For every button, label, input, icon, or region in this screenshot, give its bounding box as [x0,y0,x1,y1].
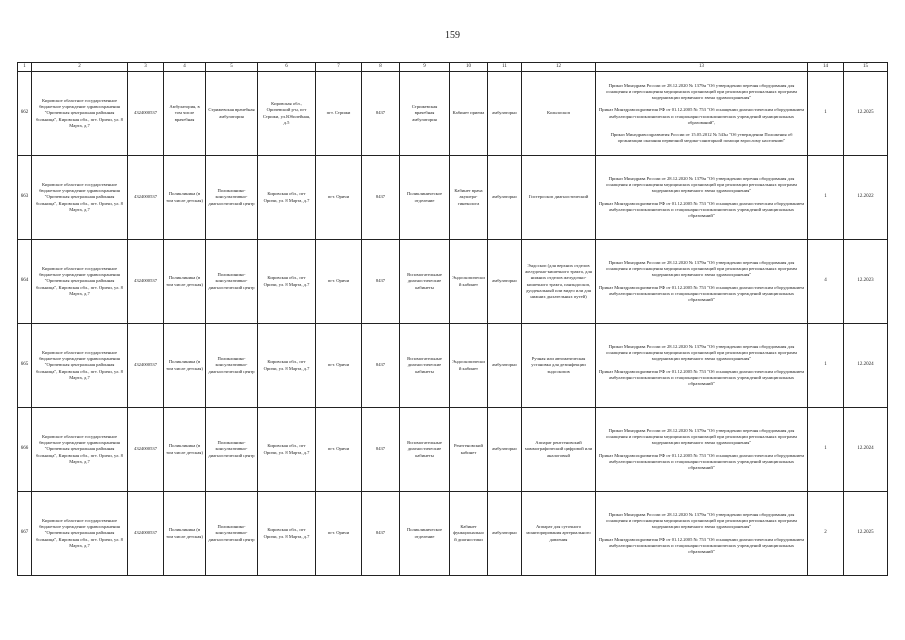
equipment-cell: Ручная или автоматическая установка для дезинфекции эндоскопов [522,324,596,408]
inn-cell: 4324000537 [128,156,164,240]
address-cell: Кировская обл., пгт Оричи, ул. 8 Марта, д.7 [258,156,316,240]
table-row [18,408,888,492]
column-header: 2 [32,63,128,72]
facility-type-cell: Поликлиника (в том числе детская) [164,156,206,240]
organization-cell: Кировское областное государственное бюджетное учреждение здравоохранения "Оричевская центральная районная больница", Кировская обл., пгт. Оричи, ул. 8 Марта, д.7 [32,72,128,156]
department-cell: Поликлиническое отделение [400,492,450,576]
inn-cell: 4324000537 [128,240,164,324]
column-header: 14 [808,63,844,72]
table-row [18,156,888,240]
table-row [18,240,888,324]
equipment-cell: Аппарат для суточного мониторирования артериального давления [522,492,596,576]
structural-unit-cell: Поликлинико-консультативно-диагностический центр [206,492,258,576]
column-header: 6 [258,63,316,72]
column-header: 10 [450,63,488,72]
legal-basis-cell: Приказ Минздрава России от 28.12.2020 № 1379н "Об утверждении перечня оборудования для оснащения и переоснащения медицинских организаций при реализации региональных программ модернизации первичного звена здравоохранения" Приказ Минздравсоцразвития РФ от 01.12.2005 № 753 "Об оснащении диагностическим оборудованием амбулаторно-поликлинических и стационарно-поликлинических учреждений муниципальных образований" [596,156,808,240]
population-cell: 8437 [362,240,400,324]
structural-unit-cell: Поликлинико-консультативно-диагностический центр [206,324,258,408]
table-body [18,72,888,576]
care-conditions-cell: амбулаторно [488,156,522,240]
legal-basis-cell: Приказ Минздрава России от 28.12.2020 № 1379н "Об утверждении перечня оборудования для оснащения и переоснащения медицинских организаций при реализации региональных программ модернизации первичного звена здравоохранения" Приказ Минздравсоцразвития РФ от 01.12.2005 № 753 "Об оснащении диагностическим оборудованием амбулаторно-поликлинических и стационарно-поликлинических учреждений муниципальных образований" [596,408,808,492]
population-cell: 8437 [362,324,400,408]
settlement-cell: пгт. Оричи [316,408,362,492]
legal-basis-cell: Приказ Минздрава России от 28.12.2020 № 1379н "Об утверждении перечня оборудования для оснащения и переоснащения медицинских организаций при реализации региональных программ модернизации первичного звена здравоохранения" Приказ Минздравсоцразвития РФ от 01.12.2005 № 753 "Об оснащении диагностическим оборудованием амбулаторно-поликлинических и стационарно-поликлинических учреждений муниципальных образований", Приказ Минздравсоцразвития России от 15.05.2012 № 543н "Об утверждении Положения об организации оказания первичной медико-санитарной помощи взрослому населению" [596,72,808,156]
facility-type-cell: Поликлиника (в том числе детская) [164,492,206,576]
deadline-cell: 12.2024 [844,324,888,408]
care-conditions-cell: амбулаторно [488,492,522,576]
legal-basis-cell: Приказ Минздрава России от 28.12.2020 № 1379н "Об утверждении перечня оборудования для оснащения и переоснащения медицинских организаций при реализации региональных программ модернизации первичного звена здравоохранения" Приказ Минздравсоцразвития РФ от 01.12.2005 № 753 "Об оснащении диагностическим оборудованием амбулаторно-поликлинических и стационарно-поликлинических учреждений муниципальных образований" [596,324,808,408]
care-conditions-cell: амбулаторно [488,324,522,408]
settlement-cell: пгт. Оричи [316,492,362,576]
care-conditions-cell: амбулаторно [488,240,522,324]
organization-cell: Кировское областное государственное бюджетное учреждение здравоохранения "Оричевская центральная районная больница", Кировская обл., пгт. Оричи, ул. 8 Марта, д.7 [32,240,128,324]
table-row [18,492,888,576]
settlement-cell: пгт. Оричи [316,240,362,324]
quantity-cell: 1 [808,324,844,408]
column-header: 11 [488,63,522,72]
structural-unit-cell: Поликлинико-консультативно-диагностический центр [206,156,258,240]
quantity-cell: 1 [808,72,844,156]
structural-unit-cell: Поликлинико-консультативно-диагностический центр [206,408,258,492]
equipment-cell: Гистероскоп диагностический [522,156,596,240]
deadline-cell: 12.2024 [844,408,888,492]
address-cell: Кировская обл., пгт Оричи, ул. 8 Марта, д.7 [258,240,316,324]
organization-cell: Кировское областное государственное бюджетное учреждение здравоохранения "Оричевская центральная районная больница", Кировская обл., пгт. Оричи, ул. 8 Марта, д.7 [32,156,128,240]
table-row [18,324,888,408]
row-number-cell: 666 [18,408,32,492]
equipment-cell: Аппарат рентгеновский маммографический цифровой или аналоговый [522,408,596,492]
header-row [18,63,888,72]
population-cell: 8437 [362,72,400,156]
facility-type-cell: Поликлиника (в том числе детская) [164,240,206,324]
page-number: 159 [445,30,460,41]
population-cell: 8437 [362,156,400,240]
address-cell: Кировская обл., Оричевский р-н, пгт Стрижи, ул.Юбилейная, д.5 [258,72,316,156]
population-cell: 8437 [362,492,400,576]
quantity-cell: 2 [808,492,844,576]
department-cell: Вспомогательные диагностические кабинеты [400,408,450,492]
column-header: 13 [596,63,808,72]
legal-basis-cell: Приказ Минздрава России от 28.12.2020 № 1379н "Об утверждении перечня оборудования для оснащения и переоснащения медицинских организаций при реализации региональных программ модернизации первичного звена здравоохранения" Приказ Минздравсоцразвития РФ от 01.12.2005 № 753 "Об оснащении диагностическим оборудованием амбулаторно-поликлинических и стационарно-поликлинических учреждений муниципальных образований" [596,492,808,576]
deadline-cell: 12.2025 [844,72,888,156]
structural-unit-cell: Стрижевская врачебная амбулатория [206,72,258,156]
legal-basis-cell: Приказ Минздрава России от 28.12.2020 № 1379н "Об утверждении перечня оборудования для оснащения и переоснащения медицинских организаций при реализации региональных программ модернизации первичного звена здравоохранения" Приказ Минздравсоцразвития РФ от 01.12.2005 № 753 "Об оснащении диагностическим оборудованием амбулаторно-поликлинических и стационарно-поликлинических учреждений муниципальных образований" [596,240,808,324]
column-header: 12 [522,63,596,72]
column-header: 5 [206,63,258,72]
column-header: 4 [164,63,206,72]
settlement-cell: пгт. Оричи [316,324,362,408]
deadline-cell: 12.2023 [844,240,888,324]
column-header: 7 [316,63,362,72]
care-conditions-cell: амбулаторно [488,408,522,492]
row-number-cell: 663 [18,156,32,240]
row-number-cell: 664 [18,240,32,324]
department-cell: Поликлиническое отделение [400,156,450,240]
column-header: 15 [844,63,888,72]
address-cell: Кировская обл., пгт Оричи, ул. 8 Марта, д.7 [258,492,316,576]
column-header: 8 [362,63,400,72]
quantity-cell: 1 [808,408,844,492]
room-cell: Кабинет приема [450,72,488,156]
organization-cell: Кировское областное государственное бюджетное учреждение здравоохранения "Оричевская центральная районная больница", Кировская обл., пгт. Оричи, ул. 8 Марта, д.7 [32,408,128,492]
department-cell: Вспомогательные диагностические кабинеты [400,240,450,324]
room-cell: Эндоскопический кабинет [450,324,488,408]
care-conditions-cell: амбулаторно [488,72,522,156]
structural-unit-cell: Поликлинико-консультативно-диагностический центр [206,240,258,324]
facility-type-cell: Поликлиника (в том числе детская) [164,408,206,492]
deadline-cell: 12.2022 [844,156,888,240]
column-header: 1 [18,63,32,72]
room-cell: Кабинет функциональной диагностики [450,492,488,576]
room-cell: Кабинет врача акушера-гинеколога [450,156,488,240]
facility-type-cell: Поликлиника (в том числе детская) [164,324,206,408]
settlement-cell: пгт. Оричи [316,156,362,240]
organization-cell: Кировское областное государственное бюджетное учреждение здравоохранения "Оричевская центральная районная больница", Кировская обл., пгт. Оричи, ул. 8 Марта, д.7 [32,324,128,408]
department-cell: Стрижевская врачебная амбулатория [400,72,450,156]
table-row [18,72,888,156]
inn-cell: 4324000537 [128,324,164,408]
address-cell: Кировская обл., пгт Оричи, ул. 8 Марта, д.7 [258,408,316,492]
equipment-cell: Кольпоскоп [522,72,596,156]
row-number-cell: 667 [18,492,32,576]
room-cell: Рентгеновский кабинет [450,408,488,492]
deadline-cell: 12.2025 [844,492,888,576]
equipment-table [17,62,888,576]
inn-cell: 4324000537 [128,72,164,156]
equipment-cell: Эндоскоп (для верхних отделов желудочно-кишечного тракта, для нижних отделов желудочно-кишечного тракта, панэндоскоп, дуоденальный или видео или для нижних дыхательных путей) [522,240,596,324]
inn-cell: 4324000537 [128,408,164,492]
column-header: 3 [128,63,164,72]
settlement-cell: пгт. Стрижи [316,72,362,156]
room-cell: Эндоскопический кабинет [450,240,488,324]
facility-type-cell: Амбулатория, в том числе врачебная [164,72,206,156]
row-number-cell: 665 [18,324,32,408]
organization-cell: Кировское областное государственное бюджетное учреждение здравоохранения "Оричевская центральная районная больница", Кировская обл., пгт. Оричи, ул. 8 Марта, д.7 [32,492,128,576]
address-cell: Кировская обл., пгт Оричи, ул. 8 Марта, д.7 [258,324,316,408]
quantity-cell: 4 [808,240,844,324]
department-cell: Вспомогательные диагностические кабинеты [400,324,450,408]
population-cell: 8437 [362,408,400,492]
inn-cell: 4324000537 [128,492,164,576]
column-header: 9 [400,63,450,72]
quantity-cell: 1 [808,156,844,240]
row-number-cell: 662 [18,72,32,156]
